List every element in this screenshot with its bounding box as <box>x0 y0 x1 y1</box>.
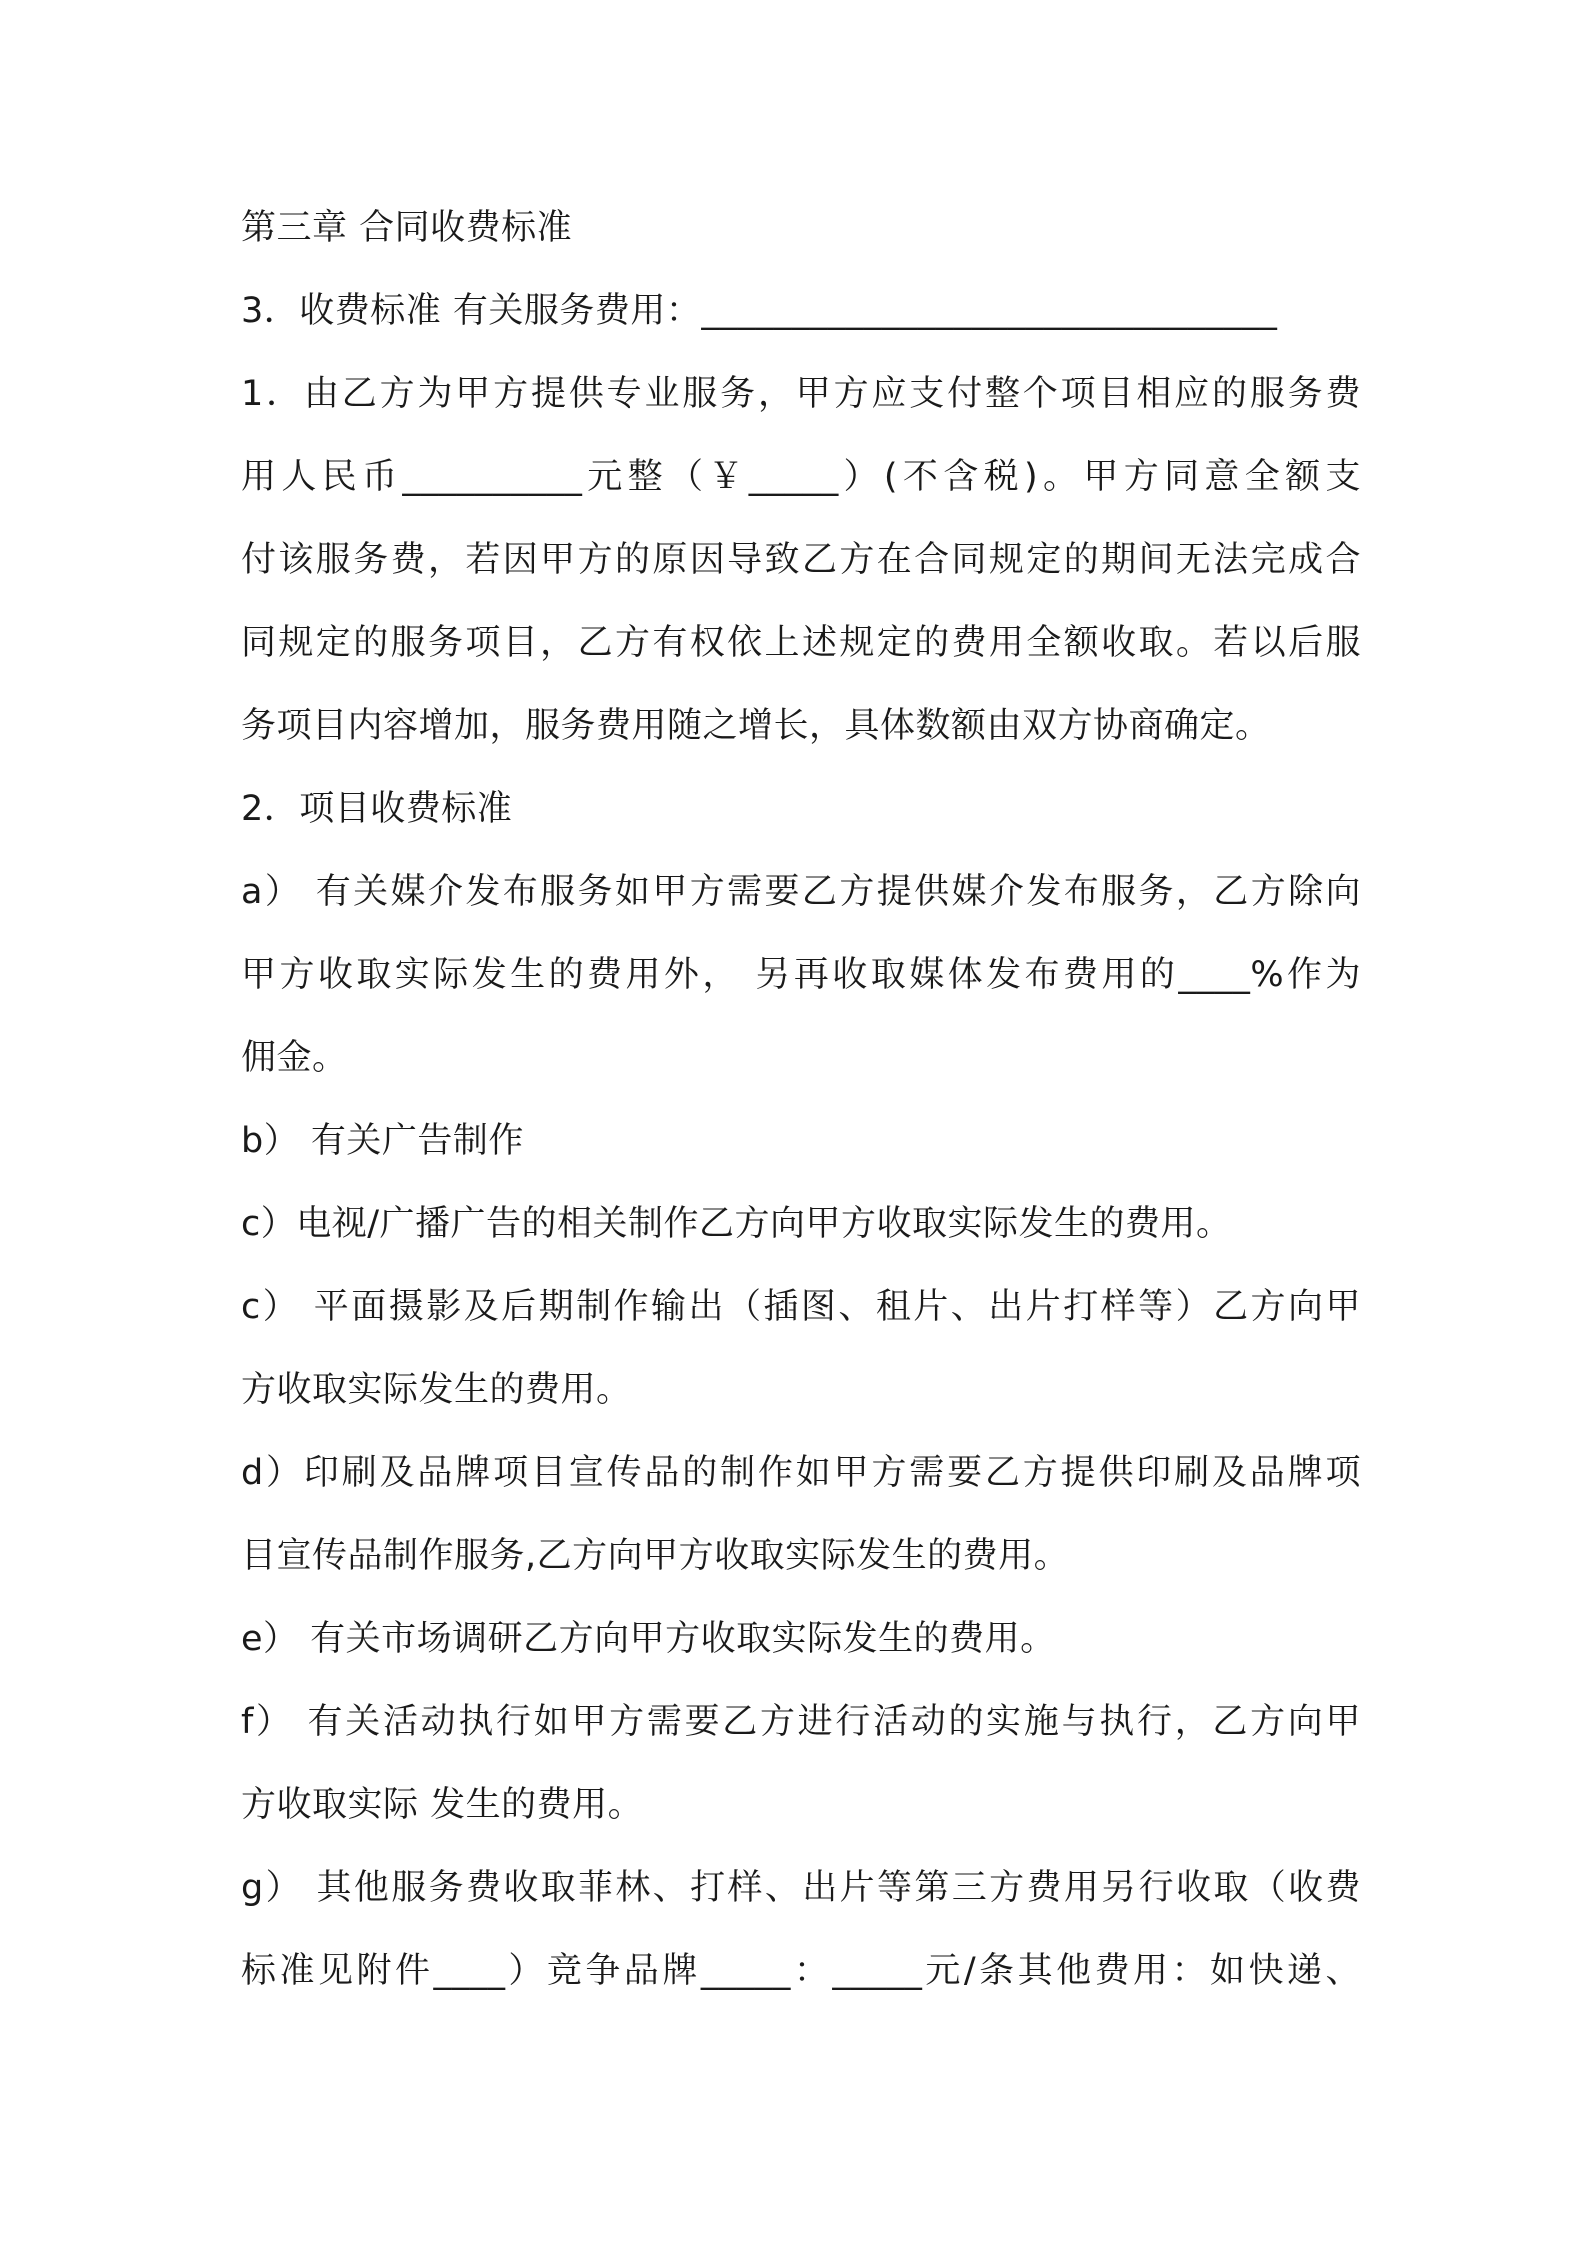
list-item: c） 平面摄影及后期制作输出（插图、租片、出片打样等）乙方向甲 <box>241 1287 1361 1327</box>
paragraph-line: 甲方收取实际发生的费用外， 另再收取媒体发布费用的____%作为 <box>241 955 1361 995</box>
paragraph-line: 佣金。 <box>241 1038 348 1078</box>
chapter-heading: 第三章 合同收费标准 <box>241 208 573 248</box>
list-item: e） 有关市场调研乙方向甲方收取实际发生的费用。 <box>241 1619 1056 1659</box>
paragraph-line: 用人民币__________元整（￥_____）(不含税)。甲方同意全额支 <box>241 457 1361 497</box>
paragraph-line: 方收取实际 发生的费用。 <box>241 1785 644 1825</box>
section-heading: 2．项目收费标准 <box>241 789 513 829</box>
list-item: g） 其他服务费收取菲林、打样、出片等第三方费用另行收取（收费 <box>241 1868 1361 1908</box>
paragraph-line: 同规定的服务项目，乙方有权依上述规定的费用全额收取。若以后服 <box>241 623 1361 663</box>
fee-standard-line: 3．收费标准 有关服务费用：________________________________ <box>241 291 1278 331</box>
list-item: f） 有关活动执行如甲方需要乙方进行活动的实施与执行，乙方向甲 <box>241 1702 1361 1742</box>
list-item: c）电视/广播广告的相关制作乙方向甲方收取实际发生的费用。 <box>241 1204 1232 1244</box>
paragraph-line: 方收取实际发生的费用。 <box>241 1370 632 1410</box>
list-item: d）印刷及品牌项目宣传品的制作如甲方需要乙方提供印刷及品牌项 <box>241 1453 1361 1493</box>
paragraph-line: 务项目内容增加，服务费用随之增长，具体数额由双方协商确定。 <box>241 706 1271 746</box>
paragraph-line: 目宣传品制作服务,乙方向甲方收取实际发生的费用。 <box>241 1536 1070 1576</box>
paragraph-line: 标准见附件____）竞争品牌_____：_____元/条其他费用：如快递、 <box>241 1951 1361 1991</box>
paragraph-line: 付该服务费，若因甲方的原因导致乙方在合同规定的期间无法完成合 <box>241 540 1361 580</box>
paragraph-line: a） 有关媒介发布服务如甲方需要乙方提供媒介发布服务，乙方除向 <box>241 872 1361 912</box>
list-item: b） 有关广告制作 <box>241 1121 524 1161</box>
paragraph-line: 1．由乙方为甲方提供专业服务，甲方应支付整个项目相应的服务费 <box>241 374 1361 414</box>
